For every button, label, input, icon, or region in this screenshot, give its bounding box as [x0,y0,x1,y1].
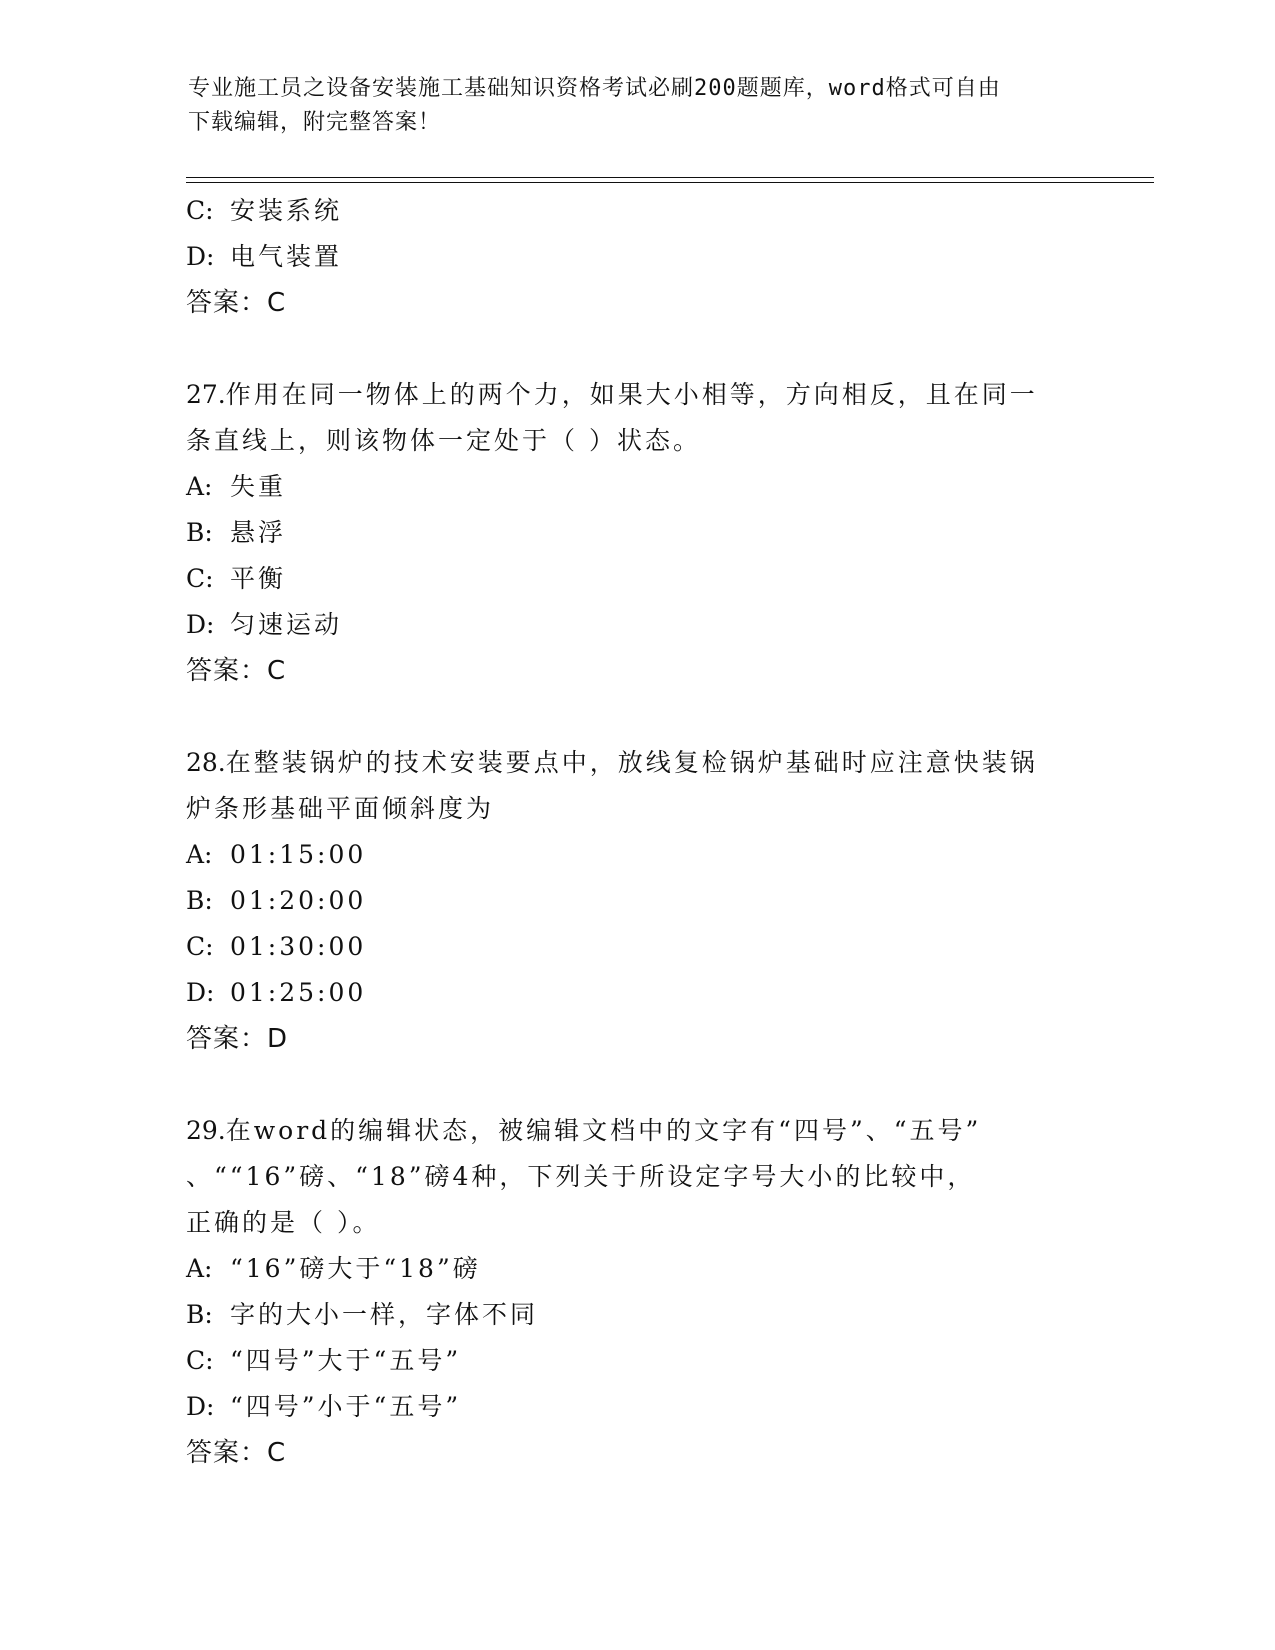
option-label: C: [186,564,214,593]
option-line [186,832,1086,878]
option-label: C: [186,196,214,225]
question-text: 在整装锅炉的技术安装要点中，放线复检锅炉基础时应注意快装锅 [225,748,1038,777]
option-text: 字的大小一样，字体不同 [230,1300,539,1329]
option-label: C: [186,1346,214,1375]
question-stem-line [186,1108,1086,1154]
option-line [186,1338,1086,1384]
option-text: 悬浮 [230,518,287,547]
question-stem-line: 炉条形基础平面倾斜度为 [186,794,495,823]
option-line [186,602,1086,648]
option-label: A: [186,472,213,501]
option-line [186,878,1086,924]
question-stem-line [186,372,1086,418]
option-text: 电气装置 [230,242,343,271]
option-label: A: [186,840,213,869]
question-number: 27. [186,380,226,409]
option-text: 01:25:00 [230,978,367,1007]
answer-line: 答案：D [186,1024,289,1054]
document-header [188,72,1078,140]
question-text: 作用在同一物体上的两个力，如果大小相等，方向相反，且在同一 [225,380,1038,409]
question-stem-line: 条直线上，则该物体一定处于（ ）状态。 [186,426,701,455]
option-label: D: [186,978,215,1007]
option-text: “四号”小于“五号” [230,1392,462,1421]
option-label: D: [186,1392,215,1421]
option-label: B: [186,1300,213,1329]
header-line-1: 专业施工员之设备安装施工基础知识资格考试必刷200题题库，word格式可自由 [188,76,1001,101]
spacer [186,326,1086,372]
option-text: 安装系统 [230,196,343,225]
option-line [186,1292,1086,1338]
option-text: “四号”大于“五号” [230,1346,462,1375]
header-rule-bottom [186,182,1154,183]
option-label: D: [186,242,215,271]
question-stem-line [186,740,1086,786]
answer-line: 答案：C [186,288,287,318]
option-label: D: [186,610,215,639]
option-line [186,188,1086,234]
option-line [186,234,1086,280]
question-number: 28. [186,748,226,777]
option-text: 失重 [230,472,287,501]
question-stem-line: 正确的是（ ）。 [186,1208,381,1237]
option-label: C: [186,932,214,961]
question-content [186,188,1086,1476]
option-text: 平衡 [230,564,287,593]
option-label: B: [186,518,213,547]
option-line [186,1384,1086,1430]
option-line [186,970,1086,1016]
option-line [186,924,1086,970]
option-text: 01:15:00 [230,840,367,869]
option-label: B: [186,886,213,915]
header-line-2: 下载编辑，附完整答案！ [188,110,442,135]
option-line [186,556,1086,602]
option-line [186,510,1086,556]
question-number: 29. [186,1116,226,1145]
question-text: 在word的编辑状态，被编辑文档中的文字有“四号”、“五号” [225,1116,982,1145]
answer-line: 答案：C [186,1438,287,1468]
option-text: 01:30:00 [230,932,367,961]
header-rule-top [186,177,1154,178]
option-text: 匀速运动 [230,610,343,639]
question-stem-line: 、““16”磅、“18”磅4种，下列关于所设定字号大小的比较中， [186,1162,976,1191]
option-text: “16”磅大于“18”磅 [230,1254,481,1283]
option-label: A: [186,1254,213,1283]
spacer [186,694,1086,740]
spacer [186,1062,1086,1108]
option-line [186,464,1086,510]
answer-line: 答案：C [186,656,287,686]
option-text: 01:20:00 [230,886,367,915]
option-line [186,1246,1086,1292]
